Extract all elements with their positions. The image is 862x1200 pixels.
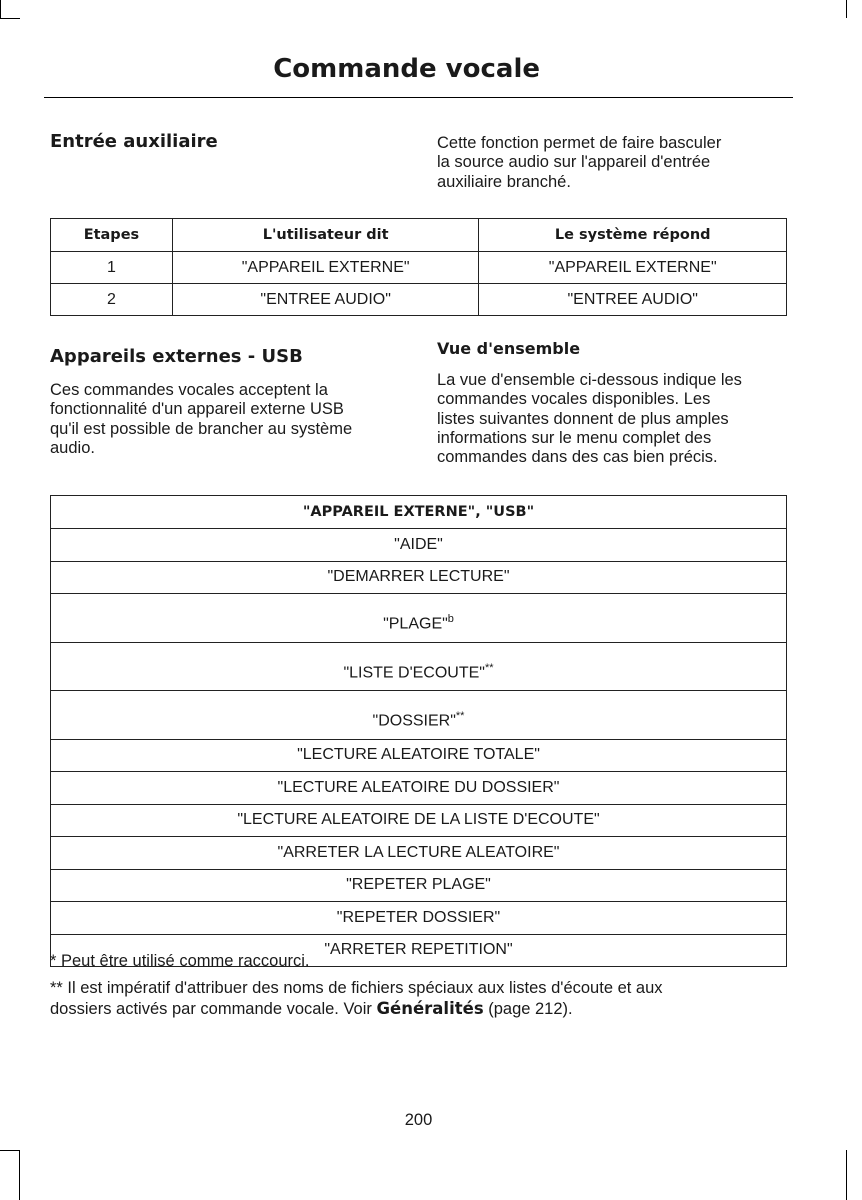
user-says-cell: "ENTREE AUDIO": [172, 284, 479, 316]
table-row: [51, 642, 787, 691]
command-cell: [51, 837, 787, 870]
commands-header: "APPAREIL EXTERNE", "USB": [51, 496, 787, 529]
table-row: [51, 691, 787, 740]
overview-description-line: listes suivantes donnent de plus amples: [437, 409, 729, 428]
aux-description-line: la source audio sur l'appareil d'entrée: [437, 153, 711, 172]
table-row: [51, 561, 787, 594]
command-text: "ARRETER LA LECTURE ALEATOIRE": [277, 843, 560, 861]
command-cell: [51, 642, 787, 691]
footnote-marker: **: [484, 661, 494, 674]
command-text: "DEMARRER LECTURE": [327, 568, 510, 586]
footnote-shortcut: * Peut être utilisé comme raccourci.: [50, 952, 310, 970]
command-text: "LECTURE ALEATOIRE TOTALE": [297, 746, 540, 764]
crop-mark: [0, 1150, 20, 1151]
crop-mark: [846, 1150, 847, 1200]
table-row: [51, 804, 787, 837]
footnote-marker: b: [447, 613, 454, 626]
footnote-text: (page 212).: [483, 999, 573, 1018]
header-steps: Etapes: [51, 219, 173, 252]
command-text: "LECTURE ALEATOIRE DE LA LISTE D'ECOUTE": [237, 811, 600, 829]
aux-description-line: auxiliaire branché.: [437, 172, 571, 191]
footnote-text: dossiers activés par commande vocale. Voir: [50, 999, 377, 1018]
page-title-text: Commande vocale: [273, 54, 540, 84]
header-user-says: L'utilisateur dit: [172, 219, 479, 252]
overview-description-line: informations sur le menu complet des: [437, 428, 712, 447]
command-cell: [51, 772, 787, 805]
header-system-responds: Le système répond: [479, 219, 787, 252]
title-rule: [44, 97, 793, 98]
table-row: [51, 837, 787, 870]
usb-heading: Appareils externes - USB: [50, 346, 303, 367]
aux-heading: Entrée auxiliaire: [50, 131, 218, 152]
command-text: "REPETER DOSSIER": [336, 908, 501, 926]
table-row: [51, 902, 787, 935]
command-cell: [51, 902, 787, 935]
table-header-row: [51, 496, 787, 529]
page-number: 200: [404, 1111, 433, 1129]
aux-description-line: Cette fonction permet de faire basculer: [437, 134, 722, 152]
command-cell: [51, 529, 787, 562]
overview-description-line: commandes vocales disponibles. Les: [437, 390, 711, 409]
footnote-line: ** Il est impératif d'attribuer des noms de fichiers spéciaux aux listes d'écoute et aux: [50, 979, 663, 997]
command-cell: [51, 594, 787, 643]
command-text: "PLAGE": [383, 615, 448, 633]
aux-description: [437, 134, 797, 192]
usb-description: [50, 381, 415, 458]
footnote-line: [50, 999, 790, 1020]
usb-description-line: qu'il est possible de brancher au système: [50, 419, 353, 438]
table-row: [51, 529, 787, 562]
user-says-cell: "APPAREIL EXTERNE": [172, 252, 479, 284]
table-row: [51, 252, 787, 284]
overview-description: [437, 371, 802, 467]
command-text: "LISTE D'ECOUTE": [343, 664, 485, 681]
commands-table: [50, 495, 787, 967]
steps-table: [50, 218, 787, 316]
table-row: [51, 739, 787, 772]
system-responds-cell: "ENTREE AUDIO": [479, 284, 787, 316]
command-text: "REPETER PLAGE": [346, 876, 491, 894]
command-text: "ARRETER REPETITION": [324, 941, 513, 959]
command-cell: [51, 561, 787, 594]
table-row: [51, 869, 787, 902]
command-text: "LECTURE ALEATOIRE DU DOSSIER": [277, 778, 560, 796]
overview-description-line: commandes dans des cas bien précis.: [437, 448, 718, 467]
overview-description-line: La vue d'ensemble ci-dessous indique les: [437, 371, 742, 389]
table-header-row: [51, 219, 787, 252]
footnote-filenames: [50, 979, 790, 1019]
usb-description-line: Ces commandes vocales acceptent la: [50, 381, 328, 399]
command-text: "DOSSIER": [372, 712, 456, 730]
usb-description-line: audio.: [50, 438, 95, 457]
crop-mark: [846, 0, 847, 18]
usb-description-line: fonctionnalité d'un appareil externe USB: [50, 400, 344, 419]
command-cell: [51, 869, 787, 902]
step-number: 1: [51, 252, 173, 284]
footnote-marker: **: [455, 710, 465, 723]
command-cell: [51, 739, 787, 772]
crop-mark: [0, 18, 20, 19]
generalites-link[interactable]: Généralités: [376, 998, 484, 1018]
system-responds-cell: "APPAREIL EXTERNE": [479, 252, 787, 284]
overview-heading: Vue d'ensemble: [437, 339, 581, 358]
crop-mark: [0, 0, 1, 18]
command-text: "AIDE": [394, 535, 443, 553]
table-row: [51, 772, 787, 805]
table-row: [51, 594, 787, 643]
command-cell: [51, 804, 787, 837]
command-cell: [51, 691, 787, 740]
step-number: 2: [51, 284, 173, 316]
table-row: [51, 284, 787, 316]
crop-mark: [19, 1150, 20, 1200]
